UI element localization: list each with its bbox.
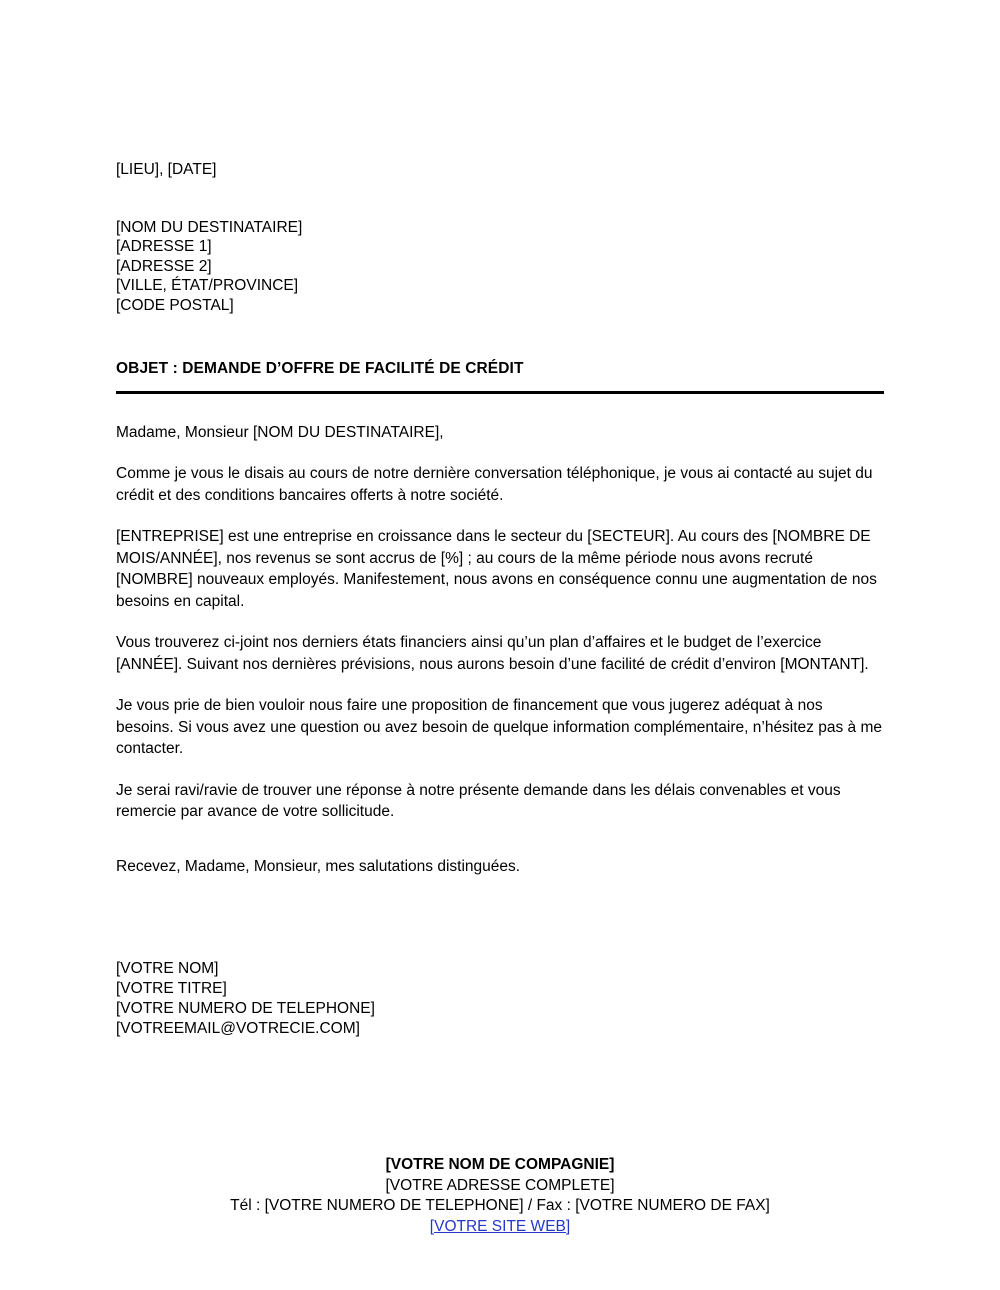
recipient-line: [NOM DU DESTINATAIRE] bbox=[116, 218, 303, 236]
footer-website-line bbox=[0, 1217, 1000, 1238]
recipient-line: [ADRESSE 2] bbox=[116, 257, 212, 275]
spacer-date-address bbox=[116, 180, 884, 218]
recipient-line: [CODE POSTAL] bbox=[116, 296, 234, 314]
signature-line: [VOTRE TITRE] bbox=[116, 980, 227, 997]
salutation: Madame, Monsieur [NOM DU DESTINATAIRE], bbox=[116, 423, 444, 441]
subject-divider bbox=[116, 391, 884, 394]
footer-contact: Tél : [VOTRE NUMERO DE TELEPHONE] / Fax : [VOTRE NUMERO DE FAX] bbox=[230, 1197, 770, 1214]
recipient-address-block bbox=[116, 218, 884, 316]
spacer-before-closing bbox=[116, 844, 884, 856]
page-footer bbox=[0, 1155, 1000, 1237]
signature-line: [VOTRE NOM] bbox=[116, 960, 219, 977]
recipient-line: [VILLE, ÉTAT/PROVINCE] bbox=[116, 277, 299, 294]
body-paragraph: Je vous prie de bien vouloir nous faire une proposition de financement que vous jugerez adéquat à nos besoins. Si vous avez une question ou avez besoin de quelque information complémentaire, n’hésitez pas à me contacter. bbox=[116, 697, 882, 757]
footer-company-name: [VOTRE NOM DE COMPAGNIE] bbox=[385, 1156, 615, 1173]
footer-address: [VOTRE ADRESSE COMPLETE] bbox=[385, 1176, 615, 1194]
signature-line: [VOTRE NUMERO DE TELEPHONE] bbox=[116, 1000, 375, 1017]
spacer-signature bbox=[116, 897, 884, 959]
footer-website-link[interactable]: [VOTRE SITE WEB] bbox=[429, 1217, 571, 1235]
spacer-address-subject bbox=[116, 315, 884, 359]
signature-block bbox=[116, 959, 884, 1039]
closing-line: Recevez, Madame, Monsieur, mes salutations distinguées. bbox=[116, 857, 521, 875]
letter-body bbox=[116, 160, 884, 1039]
body-paragraph: Je serai ravi/ravie de trouver une réponse à notre présente demande dans les délais convenables et vous remercie par avance de votre sollicitude. bbox=[116, 781, 841, 820]
recipient-line: [ADRESSE 1] bbox=[116, 238, 212, 255]
signature-line: [VOTREEMAIL@VOTRECIE.COM] bbox=[116, 1020, 360, 1037]
spacer-divider-body bbox=[116, 402, 884, 422]
body-paragraph: Vous trouverez ci-joint nos derniers états financiers ainsi qu’un plan d’affaires et le budget de l’exercice [ANNÉE]. Suivant nos dernières prévisions, nous aurons besoin d’une facilité de crédit d’environ [MONTANT]. bbox=[116, 634, 869, 673]
subject-line: OBJET : DEMANDE D’OFFRE DE FACILITÉ DE CRÉDIT bbox=[116, 360, 524, 377]
date-line: [LIEU], [DATE] bbox=[116, 161, 217, 178]
body-paragraph: [ENTREPRISE] est une entreprise en croissance dans le secteur du [SECTEUR]. Au cours des [NOMBRE DE MOIS/ANNÉE], nos revenus se sont accrus de [%] ; au cours de la même période nous avons recruté [NOMBRE] nouveaux employés. Manifestement, nous avons en conséquence connu une augmentation de nos besoins en capital. bbox=[116, 528, 877, 610]
body-paragraph: Comme je vous le disais au cours de notre dernière conversation téléphonique, je vous ai contacté au sujet du crédit et des conditions bancaires offerts à notre société. bbox=[116, 465, 873, 504]
